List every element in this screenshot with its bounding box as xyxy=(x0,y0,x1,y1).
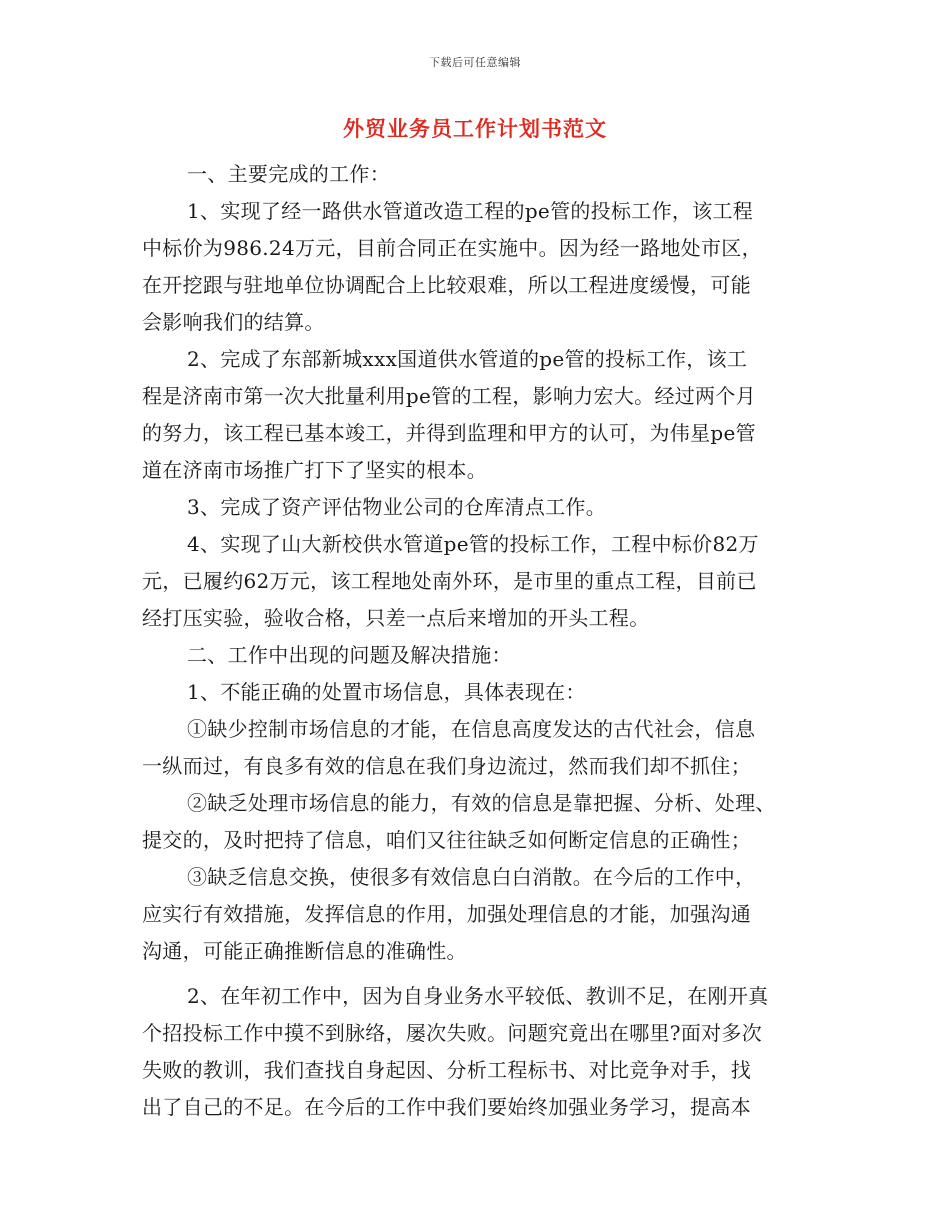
paragraph-line: 4、实现了山大新校供水管道pe管的投标工作，工程中标价82万 xyxy=(187,532,759,556)
paragraph-gap xyxy=(142,970,818,978)
paragraph-line: 2、在年初工作中，因为自身业务水平较低、教训不足，在刚开真 xyxy=(187,984,769,1008)
paragraph-line: 会影响我们的结算。 xyxy=(142,310,325,334)
paragraph-line: 程是济南市第一次大批量利用pe管的工程，影响力宏大。经过两个月 xyxy=(142,384,756,408)
paragraph-line: ①缺少控制市场信息的才能，在信息高度发达的古代社会，信息 xyxy=(187,717,756,741)
paragraph-line: 道在济南市场推广打下了坚实的根本。 xyxy=(142,458,488,482)
paragraph-line: ③缺乏信息交换，使很多有效信息白白消散。在今后的工作中， xyxy=(187,865,756,889)
paragraph-line: 元，已履约62万元，该工程地处南外环，是市里的重点工程，目前已 xyxy=(142,569,757,593)
paragraph-line: 沟通，可能正确推断信息的准确性。 xyxy=(142,939,467,963)
paragraph-line: 中标价为986.24万元，目前合同正在实施中。因为经一路地处市区， xyxy=(142,236,762,260)
paragraph-line: 一纵而过，有良多有效的信息在我们身边流过，然而我们却不抓住； xyxy=(142,754,751,778)
paragraph-line: 失败的教训，我们查找自身起因、分析工程标书、对比竞争对手，找 xyxy=(142,1058,751,1082)
paragraph-line: 1、实现了经一路供水管道改造工程的pe管的投标工作，该工程 xyxy=(187,199,754,223)
section-heading-2: 二、工作中出现的问题及解决措施： xyxy=(187,643,512,667)
paragraph-line: 出了自己的不足。在今后的工作中我们要始终加强业务学习，提高本 xyxy=(142,1095,751,1119)
paragraph-line: 2、完成了东部新城xxx国道供水管道的pe管的投标工作，该工 xyxy=(187,347,748,371)
paragraph-line: 在开挖跟与驻地单位协调配合上比较艰难，所以工程进度缓慢，可能 xyxy=(142,273,751,297)
paragraph-line: 个招投标工作中摸不到脉络，屡次失败。问题究竟出在哪里?面对多次 xyxy=(142,1021,763,1045)
paragraph-line: 的努力，该工程已基本竣工，并得到监理和甲方的认可，为伟星pe管 xyxy=(142,421,756,445)
paragraph-line: 应实行有效措施，发挥信息的作用，加强处理信息的才能，加强沟通 xyxy=(142,902,751,926)
header-note: 下载后可任意编辑 xyxy=(429,56,521,69)
paragraph-line: ②缺乏处理市场信息的能力，有效的信息是靠把握、分析、处理、 xyxy=(187,791,776,815)
paragraph-line: 1、不能正确的处置市场信息，具体表现在： xyxy=(187,680,586,704)
section-heading-1: 一、主要完成的工作： xyxy=(187,162,390,186)
document-title: 外贸业务员工作计划书范文 xyxy=(343,116,607,141)
paragraph-line: 3、完成了资产评估物业公司的仓库清点工作。 xyxy=(187,495,607,519)
paragraph-line: 经打压实验，验收合格，只差一点后来增加的开头工程。 xyxy=(142,606,650,630)
paragraph-line: 提交的，及时把持了信息，咱们又往往缺乏如何断定信息的正确性； xyxy=(142,828,751,852)
document-body xyxy=(142,156,818,1126)
